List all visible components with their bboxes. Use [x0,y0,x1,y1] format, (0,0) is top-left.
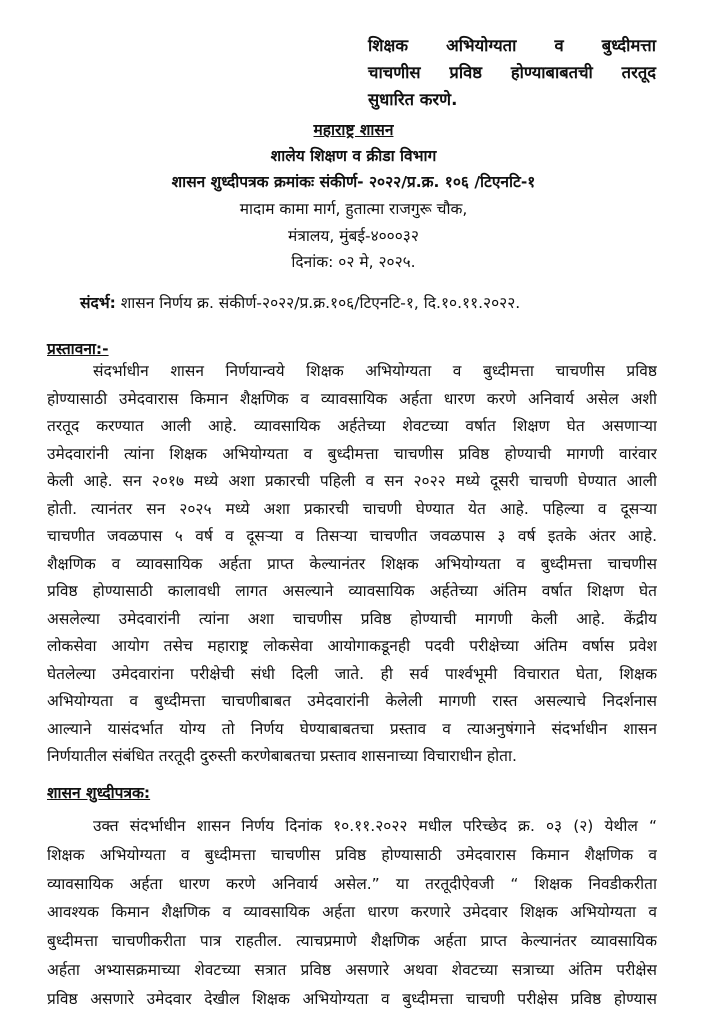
corrigendum-paragraph [47,812,657,1014]
paragraph-line: घेतलेल्या उमेदवारांना परीक्षेची संधी दिली जाते. ही सर्व पार्श्वभूमी विचारात घेता, शिक्षक [47,664,657,683]
paragraph-line: उक्त संदर्भाधीन शासन निर्णय दिनांक १०.११.२०२२ मधील परिच्छेद क्र. ०३ (२) येथील “ [93,817,657,835]
corrigendum-heading: शासन शुध्दीपत्रक: [47,784,151,802]
paragraph-line: अर्हता अभ्यासक्रमाच्या शेवटच्या सत्रात प्रविष्ठ असणारे अथवा शेवटच्या सत्राच्या अंतिम परीक्षेस [47,960,657,979]
paragraph-line: प्रविष्ठ होण्यासाठी कालावधी लागत असल्याने व्यावसायिक अर्हतेच्या अंतिम वर्षात शिक्षण घेत [47,582,657,600]
reference-line [80,291,520,313]
address-line-2: मंत्रालय, मुंबई-४०००३२ [288,227,419,245]
paragraph-line: लोकसेवा आयोग तसेच महाराष्ट्र लोकसेवा आयोगाकडूनही पदवी परीक्षेच्या अंतिम वर्षास प्रवेश [47,637,657,655]
reference-text: शासन निर्णय क्र. संकीर्ण-२०२२/प्र.क्र.१०६/टिएनटि-१, दि.१०.११.२०२२. [120,294,521,312]
department-name: शालेय शिक्षण व क्रीडा विभाग [270,147,437,165]
paragraph-line: व्यावसायिक अर्हता धारण करणे अनिवार्य असेल.” या तरतूदीऐवजी “ शिक्षक निवडीकरीता [47,874,657,893]
paragraph-line: अभियोग्यता व बुध्दीमत्ता चाचणीबाबत उमेदवारांनी केलेली मागणी रास्त असल्याचे निदर्शनास [47,692,657,710]
paragraph-line: आल्याने यासंदर्भात योग्य तो निर्णय घेण्याबाबतचा प्रस्ताव व त्याअनुषंगाने संदर्भाधीन शासन [47,719,657,738]
reference-label: संदर्भ: [80,294,116,312]
subject-block [368,32,656,113]
preamble-paragraph [47,358,657,771]
paragraph-line: आवश्यक किमान शैक्षणिक व व्यावसायिक अर्हता धारण करणारे उमेदवार शिक्षक अभियोग्यता व [47,903,657,922]
paragraph-line: तरतूद करण्यात आली आहे. व्यावसायिक अर्हतेच्या शेवटच्या वर्षात शिक्षण घेत असणाऱ्या [47,417,657,435]
paragraph-line: होण्यासाठी उमेदवारास किमान शैक्षणिक व व्यावसायिक अर्हता धारण करणे अनिवार्य असेल अशी [47,389,657,408]
subject-line: सुधारित करणे. [368,90,458,109]
paragraph-line: होती. त्यानंतर सन २०२५ मध्ये अशा प्रकारची चाचणी घेण्यात येत आहे. पहिल्या व दूसऱ्या [47,499,657,518]
paragraph-line: शिक्षक अभियोग्यता व बुध्दीमत्ता चाचणीस प्रविष्ठ होण्यासाठी उमेदवारास किमान शैक्षणिक व [47,845,657,864]
paragraph-line: प्रविष्ठ असणारे उमेदवार देखील शिक्षक अभियोग्यता व बुध्दीमत्ता चाचणी परीक्षेस प्रविष्ठ होण्यास [47,989,657,1008]
reference-number: शासन शुध्दीपत्रक क्रमांकः संकीर्ण- २०२२/प्र.क्र. १०६ /टिएनटि-१ [171,173,536,191]
paragraph-line: चाचणीत जवळपास ५ वर्ष व दूसऱ्या व तिसऱ्या चाचणीत जवळपास ३ वर्ष इतके अंतर आहे. [47,527,657,545]
address-line-1: मादाम कामा मार्ग, हुतात्मा राजगुरू चौक, [239,200,468,218]
preamble-heading: प्रस्तावना:- [47,340,109,358]
document-date: दिनांक: ०२ मे, २०२५. [291,253,416,271]
paragraph-line: उमेदवारांनी त्यांना शिक्षक अभियोग्यता व बुध्दीमत्ता चाचणीस प्रविष्ठ होण्याची मागणी वारंवार [47,444,657,463]
government-name: महाराष्ट्र शासन [313,121,394,139]
subject-line: शिक्षक अभियोग्यता व बुध्दीमत्ता [368,36,656,55]
paragraph-line: असलेल्या उमेदवारांनी त्यांना अशा चाचणीस प्रविष्ठ होण्याची मागणी केली आहे. केंद्रीय [47,609,657,628]
subject-line: चाचणीस प्रविष्ठ होण्याबाबतची तरतूद [368,63,656,82]
paragraph-line: संदर्भाधीन शासन निर्णयान्वये शिक्षक अभियोग्यता व बुध्दीमत्ता चाचणीस प्रविष्ठ [93,362,657,380]
paragraph-line: निर्णयातील संबंधित तरतूदी दुरुस्ती करणेबाबतचा प्रस्ताव शासनाच्या विचाराधीन होता. [47,747,517,765]
paragraph-line: केली आहे. सन २०१७ मध्ये अशा प्रकारची पहिली व सन २०२२ मध्ये दूसरी चाचणी घेण्यात आली [47,472,657,490]
paragraph-line: बुध्दीमत्ता चाचणीकरीता पात्र राहतील. त्याचप्रमाणे शैक्षणिक अर्हता प्राप्त केल्यानंतर व्यावसायिक [47,932,657,951]
paragraph-line: शैक्षणिक व व्यावसायिक अर्हता प्राप्त केल्यानंतर शिक्षक अभियोग्यता व बुध्दीमत्ता चाचणीस [47,554,657,573]
